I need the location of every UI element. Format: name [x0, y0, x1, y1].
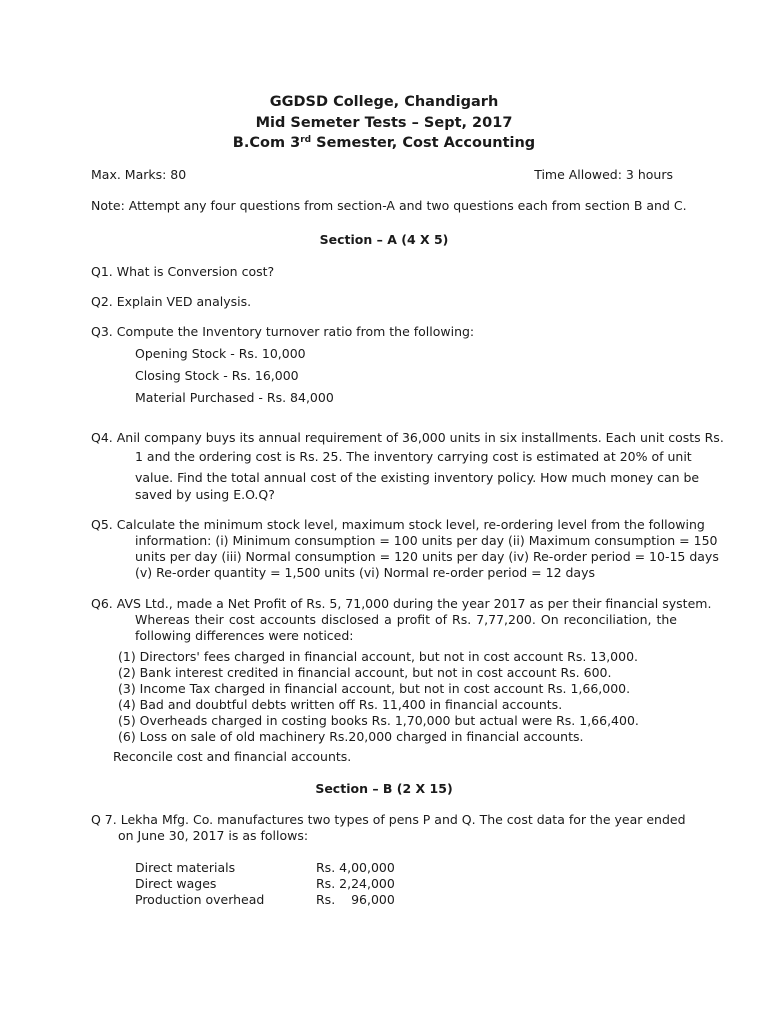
question-5-line: (v) Re-order quantity = 1,500 units (vi) Normal re-order period = 12 days	[135, 565, 596, 580]
question-4-line: 1 and the ordering cost is Rs. 25. The inventory carrying cost is estimated at 20% of unit	[135, 449, 692, 464]
section-a-title: Section – A (4 X 5)	[319, 232, 449, 247]
question-6-line: Whereas their cost accounts disclosed a profit of Rs. 7,77,200. On reconciliation, the	[135, 612, 677, 627]
q6-item: (6) Loss on sale of old machinery Rs.20,000 charged in financial accounts.	[118, 729, 584, 744]
time-allowed: Time Allowed: 3 hours	[534, 167, 673, 182]
question-6-line: Q6. AVS Ltd., made a Net Profit of Rs. 5, 71,000 during the year 2017 as per their financial system.	[91, 596, 712, 611]
cost-row-label: Direct materials	[135, 860, 236, 875]
max-marks: Max. Marks: 80	[91, 167, 187, 182]
exam-title: Mid Semeter Tests – Sept, 2017	[255, 115, 513, 131]
instructions-note: Note: Attempt any four questions from section-A and two questions each from section B and C.	[91, 198, 687, 213]
q6-item: (1) Directors' fees charged in financial account, but not in cost account Rs. 13,000.	[118, 649, 639, 664]
cost-row-label: Production overhead	[135, 892, 265, 907]
question-4-line: saved by using E.O.Q?	[135, 487, 275, 502]
q6-item: (5) Overheads charged in costing books Rs. 1,70,000 but actual were Rs. 1,66,400.	[118, 713, 639, 728]
cost-row-value: Rs. 4,00,000	[316, 860, 395, 875]
cost-row-value: Rs. 2,24,000	[316, 876, 395, 891]
cost-row-label: Direct wages	[135, 876, 217, 891]
cost-row-value: Rs. 96,000	[316, 892, 395, 907]
question-5-line: Q5. Calculate the minimum stock level, maximum stock level, re-ordering level from the following	[91, 517, 705, 532]
question-1: Q1. What is Conversion cost?	[91, 264, 275, 279]
q3-item: Material Purchased - Rs. 84,000	[135, 390, 334, 405]
question-4-line: value. Find the total annual cost of the existing inventory policy. How much money can be	[135, 470, 700, 485]
question-7-line: on June 30, 2017 is as follows:	[118, 828, 309, 843]
question-3: Q3. Compute the Inventory turnover ratio from the following:	[91, 324, 475, 339]
question-4-line: Q4. Anil company buys its annual requirement of 36,000 units in six installments. Each unit costs Rs.	[91, 430, 724, 445]
q6-closing: Reconcile cost and financial accounts.	[113, 749, 352, 764]
q6-item: (3) Income Tax charged in financial account, but not in cost account Rs. 1,66,000.	[118, 681, 631, 696]
question-6-line: following differences were noticed:	[135, 628, 354, 643]
section-b-title: Section – B (2 X 15)	[315, 781, 453, 796]
q6-item: (2) Bank interest credited in financial account, but not in cost account Rs. 600.	[118, 665, 612, 680]
question-5-line: information: (i) Minimum consumption = 100 units per day (ii) Maximum consumption = 150	[135, 533, 718, 548]
question-7-line: Q 7. Lekha Mfg. Co. manufactures two types of pens P and Q. The cost data for the year ended	[91, 812, 686, 827]
question-5-line: units per day (iii) Normal consumption = 120 units per day (iv) Re-order period = 10-15 days	[135, 549, 719, 564]
q3-item: Opening Stock - Rs. 10,000	[135, 346, 306, 361]
q3-item: Closing Stock - Rs. 16,000	[135, 368, 299, 383]
course-title: B.Com 3rd Semester, Cost Accounting	[232, 135, 536, 151]
question-2: Q2. Explain VED analysis.	[91, 294, 252, 309]
q6-item: (4) Bad and doubtful debts written off Rs. 11,400 in financial accounts.	[118, 697, 563, 712]
college-name: GGDSD College, Chandigarh	[269, 94, 499, 110]
